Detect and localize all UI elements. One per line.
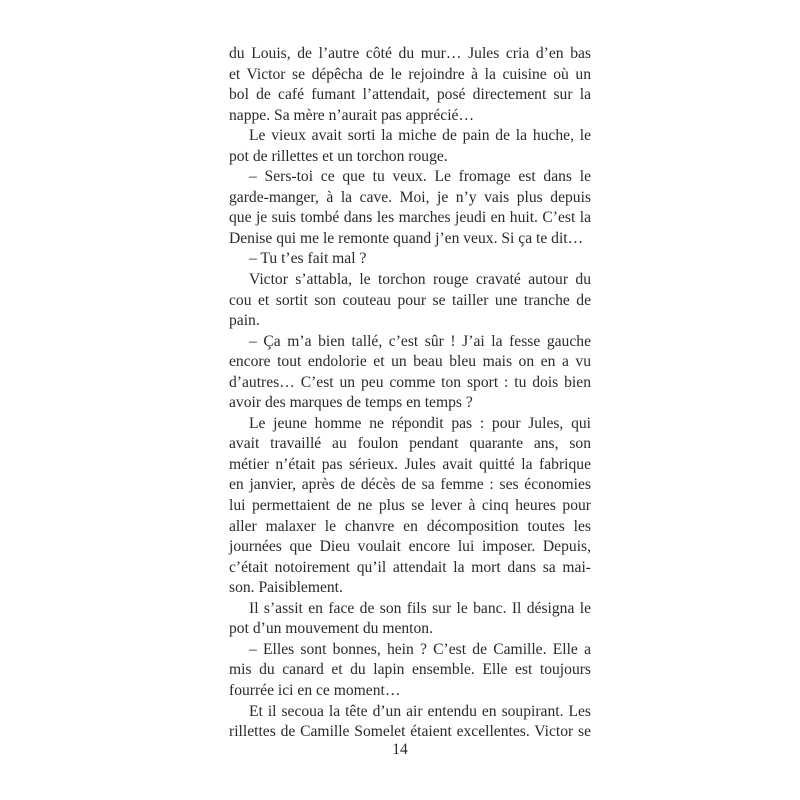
text-line: cou et sortit son couteau pour se tailler une tranche de (229, 291, 591, 309)
text-line: et Victor se dépêcha de le rejoindre à la cuisine où un (229, 65, 591, 83)
text-line: c’était notoirement qu’il attendait la mort dans sa mai- (229, 558, 591, 576)
text-line: mis du canard et du lapin ensemble. Elle est toujours (229, 661, 591, 679)
page-number: 14 (392, 741, 408, 758)
text-line: du Louis, de l’autre côté du mur… Jules cria d’en bas (229, 45, 591, 62)
text-line: Denise qui me le remonte quand j’en veux. Si ça te dit… (229, 229, 584, 247)
text-line: Le vieux avait sorti la miche de pain de la huche, le (249, 127, 591, 145)
text-line: son. Paisiblement. (229, 579, 343, 597)
text-line: métier n’était pas sérieux. Jules avait quitté la fabrique (229, 455, 591, 473)
text-line: Il s’assit en face de son fils sur le banc. Il désigna le (249, 599, 591, 617)
body-text (229, 44, 591, 743)
text-line: d’autres… C’est un peu comme ton sport : tu dois bien (229, 373, 591, 391)
text-line: avoir des marques de temps en temps ? (229, 394, 473, 412)
text-line: rillettes de Camille Somelet étaient excellentes. Victor se (229, 723, 591, 741)
text-line: journées que Dieu voulait encore lui imposer. Depuis, (229, 538, 591, 556)
text-line: – Ça m’a bien tallé, c’est sûr ! J’ai la fesse gauche (249, 332, 591, 350)
text-line: garde-manger, à la cave. Moi, je n’y vais plus depuis (229, 188, 591, 206)
text-line: Victor s’attabla, le torchon rouge cravaté autour du (249, 271, 591, 289)
text-line: pot d’un mouvement du menton. (229, 620, 433, 638)
text-line: aller malaxer le chanvre en décomposition toutes les (229, 517, 591, 535)
text-line: – Sers-toi ce que tu veux. Le fromage est dans le (249, 168, 591, 186)
text-line: pot de rillettes et un torchon rouge. (229, 147, 448, 165)
text-line: encore tout endolorie et un beau bleu mais on en a vu (229, 353, 591, 371)
text-line: que je suis tombé dans les marches jeudi en huit. C’est la (229, 209, 591, 227)
text-line: pain. (229, 312, 260, 330)
text-line: – Tu t’es fait mal ? (249, 250, 367, 268)
text-line: nappe. Sa mère n’aurait pas apprécié… (229, 106, 475, 124)
text-line: en janvier, après de décès de sa femme : ses économies (229, 476, 591, 494)
text-line: lui permettaient de ne plus se lever à cinq heures pour (229, 497, 591, 515)
text-line: – Elles sont bonnes, hein ? C’est de Camille. Elle a (249, 640, 591, 658)
text-line: fourrée ici en ce moment… (229, 681, 401, 699)
text-line: Et il secoua la tête d’un air entendu en soupirant. Les (249, 702, 591, 720)
text-line: avait travaillé au foulon pendant quarante ans, son (229, 435, 591, 453)
text-line: bol de café fumant l’attendait, posé directement sur la (229, 86, 591, 104)
text-line: Le jeune homme ne répondit pas : pour Jules, qui (249, 414, 591, 432)
